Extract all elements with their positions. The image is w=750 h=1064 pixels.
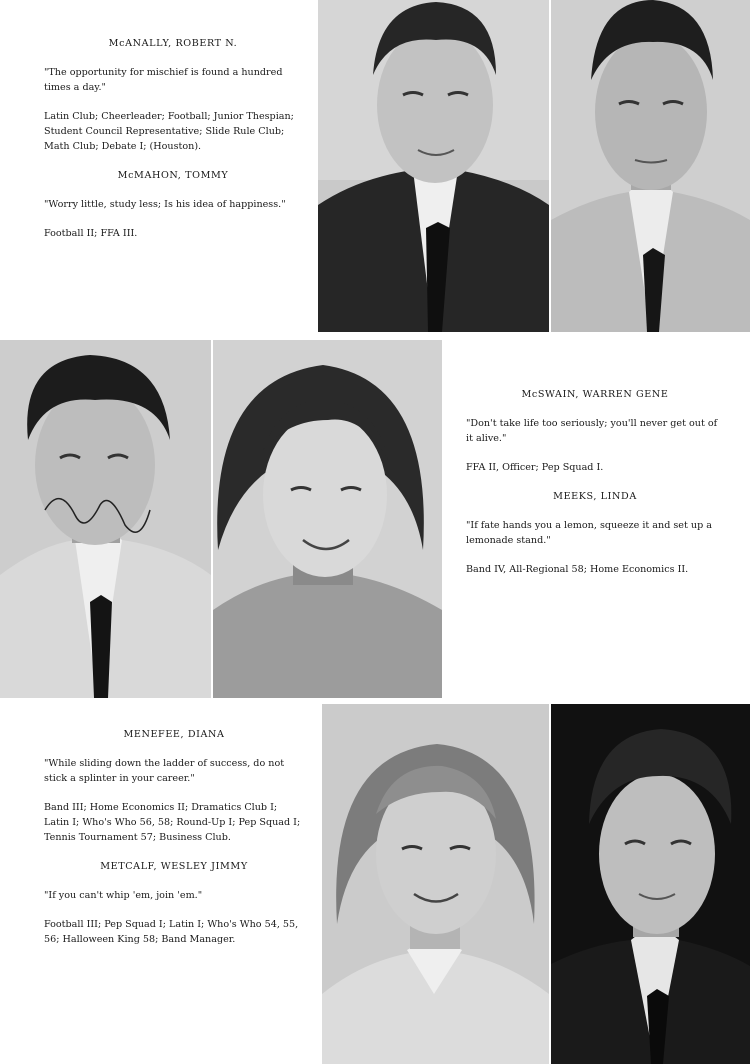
student-activities: Football III; Pep Squad I; Latin I; Who's Who 54, 55, 56; Halloween King 58; Band Manager. [44, 919, 299, 945]
student-activities: Band III; Home Economics II; Dramatics Club I; Latin I; Who's Who 56, 58; Round-Up I; Pep Squad I; Tennis Tournament 57; Business Club. [44, 802, 301, 843]
student-name: McANALLY, ROBERT N. [108, 38, 238, 49]
student-name: MENEFEE, DIANA [123, 729, 225, 740]
text-block-middle [466, 387, 724, 591]
student-name: McSWAIN, WARREN GENE [521, 389, 669, 400]
student-quote: "If fate hands you a lemon, squeeze it and set up a lemonade stand." [466, 520, 712, 546]
student-quote: "While sliding down the ladder of success, do not stick a splinter in your career." [44, 758, 285, 784]
portrait-photo-menefee [322, 704, 549, 1064]
student-activities: FFA II, Officer; Pep Squad I. [466, 462, 604, 473]
text-block-top [44, 36, 302, 255]
student-activities: Band IV, All-Regional 58; Home Economics II. [466, 564, 689, 575]
student-quote: "Worry little, study less; Is his idea of happiness." [44, 199, 286, 210]
student-quote: "Don't take life too seriously; you'll never get out of it alive." [466, 418, 718, 444]
portrait-photo-mcmahon [551, 0, 750, 332]
portrait-photo-metcalf [551, 704, 750, 1064]
student-name: MEEKS, LINDA [553, 491, 637, 502]
portrait-photo-mcswain [0, 340, 211, 698]
portrait-photo-mcanally [318, 0, 549, 332]
student-name: McMAHON, TOMMY [117, 170, 229, 181]
student-activities: Football II; FFA III. [44, 228, 138, 239]
student-quote: "The opportunity for mischief is found a hundred times a day." [44, 67, 283, 93]
student-quote: "If you can't whip 'em, join 'em." [44, 890, 203, 901]
student-activities: Latin Club; Cheerleader; Football; Junior Thespian; Student Council Representative; Slide Rule Club; Math Club; Debate I; (Houston). [44, 111, 294, 152]
text-block-bottom [44, 727, 304, 961]
portrait-photo-meeks [213, 340, 442, 698]
student-name: METCALF, WESLEY JIMMY [100, 861, 248, 872]
